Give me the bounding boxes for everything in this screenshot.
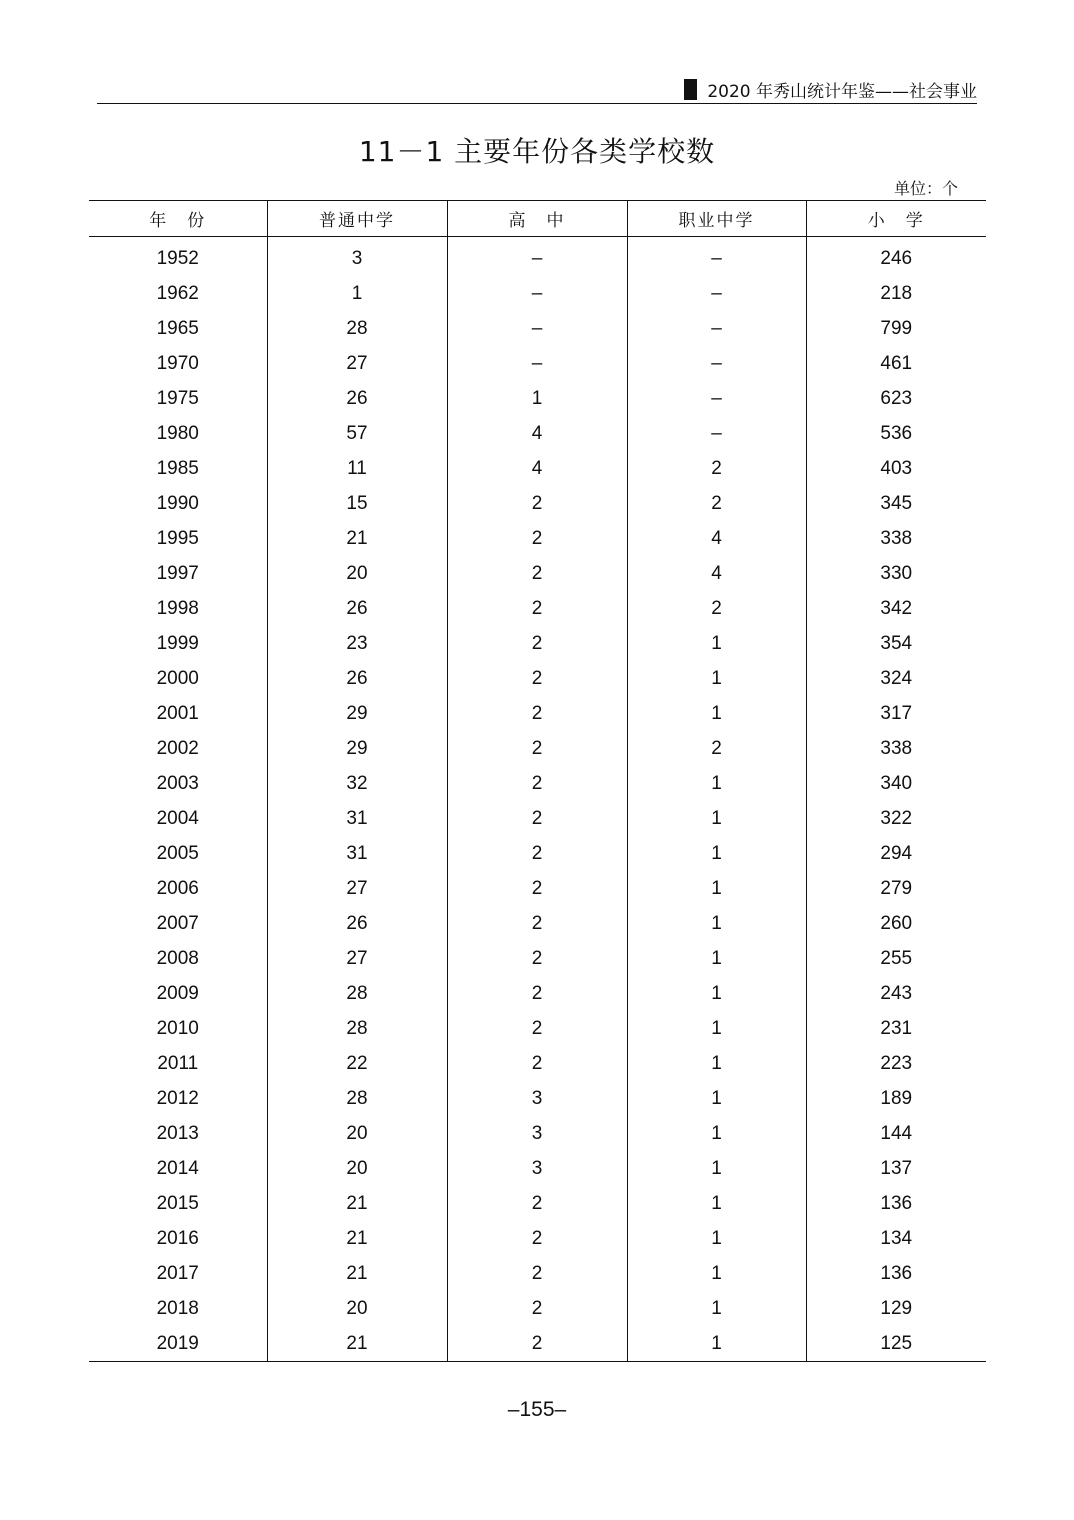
table-row: [89, 1081, 986, 1116]
cell-middle-school: 28: [267, 976, 447, 1011]
cell-high-school: 2: [447, 556, 627, 591]
table-row: [89, 731, 986, 766]
cell-primary-school: 136: [806, 1186, 986, 1221]
cell-primary-school: 623: [806, 381, 986, 416]
cell-middle-school: 21: [267, 1186, 447, 1221]
cell-primary-school: 144: [806, 1116, 986, 1151]
table-row: [89, 451, 986, 486]
cell-vocational-school: 1: [627, 1186, 806, 1221]
table-row: [89, 836, 986, 871]
cell-high-school: 3: [447, 1081, 627, 1116]
cell-primary-school: 330: [806, 556, 986, 591]
table-row: [89, 941, 986, 976]
header-block-mark: [684, 79, 697, 100]
cell-high-school: 3: [447, 1151, 627, 1186]
cell-primary-school: 243: [806, 976, 986, 1011]
cell-primary-school: 461: [806, 346, 986, 381]
cell-high-school: 2: [447, 661, 627, 696]
cell-middle-school: 20: [267, 556, 447, 591]
cell-high-school: 2: [447, 836, 627, 871]
cell-high-school: 2: [447, 521, 627, 556]
cell-middle-school: 31: [267, 801, 447, 836]
cell-primary-school: 189: [806, 1081, 986, 1116]
cell-middle-school: 11: [267, 451, 447, 486]
cell-high-school: 2: [447, 1186, 627, 1221]
cell-middle-school: 57: [267, 416, 447, 451]
table-row: [89, 1046, 986, 1081]
cell-high-school: 4: [447, 416, 627, 451]
column-header-year: 年 份: [89, 201, 267, 237]
cell-vocational-school: 1: [627, 1291, 806, 1326]
cell-vocational-school: 1: [627, 1081, 806, 1116]
cell-vocational-school: 1: [627, 766, 806, 801]
cell-middle-school: 26: [267, 661, 447, 696]
cell-primary-school: 322: [806, 801, 986, 836]
table-row: [89, 1116, 986, 1151]
cell-year: 1995: [156, 527, 199, 549]
cell-year: 1962: [156, 282, 199, 304]
cell-primary-school: 223: [806, 1046, 986, 1081]
cell-high-school: 2: [447, 591, 627, 626]
page-number: –155–: [507, 1398, 567, 1421]
cell-high-school: –: [447, 237, 627, 277]
cell-high-school: –: [447, 311, 627, 346]
table-row: [89, 1256, 986, 1291]
cell-primary-school: 260: [806, 906, 986, 941]
schools-table: [89, 200, 986, 1362]
cell-high-school: 2: [447, 731, 627, 766]
cell-middle-school: 20: [267, 1116, 447, 1151]
table-row: [89, 661, 986, 696]
table-row: [89, 416, 986, 451]
cell-high-school: 2: [447, 1046, 627, 1081]
table-row: [89, 1011, 986, 1046]
cell-year: 2005: [156, 842, 199, 864]
cell-year: 2003: [156, 772, 199, 794]
cell-year: 1965: [156, 317, 199, 339]
cell-primary-school: 218: [806, 276, 986, 311]
cell-primary-school: 294: [806, 836, 986, 871]
cell-high-school: 2: [447, 626, 627, 661]
table-row: [89, 486, 986, 521]
cell-high-school: 2: [447, 1326, 627, 1362]
column-header-middle-school: 普通中学: [267, 201, 447, 237]
cell-middle-school: 26: [267, 906, 447, 941]
table-header-row: [89, 201, 986, 237]
cell-year: 1975: [156, 387, 199, 409]
cell-middle-school: 21: [267, 1221, 447, 1256]
cell-middle-school: 21: [267, 1326, 447, 1362]
cell-year: 2002: [156, 737, 199, 759]
cell-year: 2008: [156, 947, 199, 969]
cell-year: 2006: [156, 877, 199, 899]
cell-middle-school: 3: [267, 237, 447, 277]
cell-middle-school: 26: [267, 381, 447, 416]
cell-vocational-school: –: [627, 237, 806, 277]
cell-vocational-school: 2: [627, 731, 806, 766]
table-row: [89, 1151, 986, 1186]
cell-primary-school: 338: [806, 731, 986, 766]
cell-vocational-school: 1: [627, 1046, 806, 1081]
cell-primary-school: 324: [806, 661, 986, 696]
cell-primary-school: 340: [806, 766, 986, 801]
table-row: [89, 237, 986, 277]
cell-vocational-school: 1: [627, 1256, 806, 1291]
cell-primary-school: 317: [806, 696, 986, 731]
cell-primary-school: 125: [806, 1326, 986, 1362]
cell-primary-school: 134: [806, 1221, 986, 1256]
cell-primary-school: 136: [806, 1256, 986, 1291]
cell-year: 1970: [156, 352, 199, 374]
cell-vocational-school: 1: [627, 801, 806, 836]
cell-primary-school: 403: [806, 451, 986, 486]
cell-middle-school: 20: [267, 1291, 447, 1326]
table-row: [89, 311, 986, 346]
cell-high-school: 2: [447, 1011, 627, 1046]
cell-high-school: 2: [447, 1291, 627, 1326]
cell-year: 2009: [156, 982, 199, 1004]
cell-middle-school: 29: [267, 696, 447, 731]
cell-middle-school: 32: [267, 766, 447, 801]
column-header-primary-school: 小 学: [806, 201, 986, 237]
cell-primary-school: 137: [806, 1151, 986, 1186]
table-row: [89, 346, 986, 381]
running-header-text: 2020 年秀山统计年鉴——社会事业: [707, 82, 977, 102]
cell-vocational-school: 1: [627, 836, 806, 871]
table-row: [89, 696, 986, 731]
cell-year: 1980: [156, 422, 199, 444]
table-row: [89, 1326, 986, 1362]
cell-primary-school: 279: [806, 871, 986, 906]
cell-vocational-school: 1: [627, 626, 806, 661]
cell-high-school: 2: [447, 941, 627, 976]
cell-vocational-school: 2: [627, 591, 806, 626]
cell-year: 2000: [156, 667, 199, 689]
table-body: [89, 237, 986, 1362]
cell-vocational-school: –: [627, 346, 806, 381]
cell-primary-school: 246: [806, 237, 986, 277]
cell-year: 2019: [89, 1326, 267, 1362]
table-row: [89, 1186, 986, 1221]
cell-high-school: 4: [447, 451, 627, 486]
cell-high-school: 2: [447, 871, 627, 906]
cell-year: 1997: [156, 562, 199, 584]
table-row: [89, 976, 986, 1011]
cell-middle-school: 28: [267, 311, 447, 346]
cell-year: 2016: [156, 1227, 199, 1249]
cell-middle-school: 27: [267, 941, 447, 976]
cell-middle-school: 28: [267, 1011, 447, 1046]
running-header: [97, 76, 977, 104]
cell-year: 1952: [156, 247, 199, 269]
cell-middle-school: 27: [267, 346, 447, 381]
column-header-vocational-school: 职业中学: [627, 201, 806, 237]
cell-middle-school: 26: [267, 591, 447, 626]
cell-high-school: 2: [447, 766, 627, 801]
cell-middle-school: 21: [267, 1256, 447, 1291]
cell-high-school: 3: [447, 1116, 627, 1151]
cell-year: 2015: [156, 1192, 199, 1214]
table-row: [89, 556, 986, 591]
table-row: [89, 1291, 986, 1326]
cell-vocational-school: 1: [627, 661, 806, 696]
column-header-high-school: 高 中: [447, 201, 627, 237]
table-row: [89, 766, 986, 801]
cell-vocational-school: –: [627, 416, 806, 451]
cell-vocational-school: 1: [627, 1151, 806, 1186]
cell-primary-school: 345: [806, 486, 986, 521]
table-row: [89, 276, 986, 311]
table-row: [89, 906, 986, 941]
table-row: [89, 626, 986, 661]
cell-year: 2007: [156, 912, 199, 934]
cell-year: 1985: [156, 457, 199, 479]
cell-high-school: 2: [447, 1256, 627, 1291]
cell-vocational-school: 1: [627, 1326, 806, 1362]
cell-year: 1990: [156, 492, 199, 514]
cell-year: 1999: [156, 632, 199, 654]
cell-vocational-school: 1: [627, 1116, 806, 1151]
cell-vocational-school: –: [627, 276, 806, 311]
table-row: [89, 381, 986, 416]
cell-vocational-school: –: [627, 311, 806, 346]
cell-vocational-school: 1: [627, 976, 806, 1011]
cell-year: 2018: [156, 1297, 199, 1319]
cell-primary-school: 536: [806, 416, 986, 451]
cell-year: 2001: [156, 702, 199, 724]
table-row: [89, 1221, 986, 1256]
table-row: [89, 871, 986, 906]
cell-year: 2004: [156, 807, 199, 829]
cell-middle-school: 21: [267, 521, 447, 556]
cell-vocational-school: 1: [627, 1221, 806, 1256]
cell-vocational-school: 4: [627, 556, 806, 591]
cell-primary-school: 354: [806, 626, 986, 661]
cell-high-school: 2: [447, 976, 627, 1011]
cell-high-school: 1: [447, 381, 627, 416]
cell-year: 2012: [156, 1087, 199, 1109]
cell-year: 2014: [156, 1157, 199, 1179]
cell-middle-school: 23: [267, 626, 447, 661]
cell-vocational-school: 1: [627, 871, 806, 906]
cell-year: 2017: [156, 1262, 199, 1284]
unit-note: 单位：个: [893, 179, 958, 198]
table-row: [89, 521, 986, 556]
cell-vocational-school: 2: [627, 451, 806, 486]
cell-vocational-school: 2: [627, 486, 806, 521]
cell-primary-school: 231: [806, 1011, 986, 1046]
cell-primary-school: 342: [806, 591, 986, 626]
cell-middle-school: 20: [267, 1151, 447, 1186]
cell-middle-school: 31: [267, 836, 447, 871]
cell-high-school: 2: [447, 801, 627, 836]
cell-vocational-school: 4: [627, 521, 806, 556]
cell-year: 2013: [156, 1122, 199, 1144]
cell-vocational-school: 1: [627, 696, 806, 731]
cell-year: 2011: [157, 1052, 199, 1074]
cell-year: 2010: [156, 1017, 199, 1039]
cell-middle-school: 15: [267, 486, 447, 521]
cell-high-school: 2: [447, 906, 627, 941]
cell-high-school: 2: [447, 696, 627, 731]
cell-vocational-school: 1: [627, 1011, 806, 1046]
table-row: [89, 591, 986, 626]
cell-middle-school: 29: [267, 731, 447, 766]
cell-year: 1998: [156, 597, 199, 619]
cell-primary-school: 129: [806, 1291, 986, 1326]
cell-middle-school: 27: [267, 871, 447, 906]
cell-vocational-school: 1: [627, 906, 806, 941]
cell-primary-school: 255: [806, 941, 986, 976]
cell-vocational-school: –: [627, 381, 806, 416]
cell-middle-school: 28: [267, 1081, 447, 1116]
cell-primary-school: 338: [806, 521, 986, 556]
cell-middle-school: 22: [267, 1046, 447, 1081]
cell-high-school: –: [447, 346, 627, 381]
cell-high-school: 2: [447, 1221, 627, 1256]
cell-high-school: –: [447, 276, 627, 311]
cell-middle-school: 1: [267, 276, 447, 311]
table-row: [89, 801, 986, 836]
cell-vocational-school: 1: [627, 941, 806, 976]
cell-high-school: 2: [447, 486, 627, 521]
page-title: 11－1 主要年份各类学校数: [358, 135, 716, 168]
cell-primary-school: 799: [806, 311, 986, 346]
